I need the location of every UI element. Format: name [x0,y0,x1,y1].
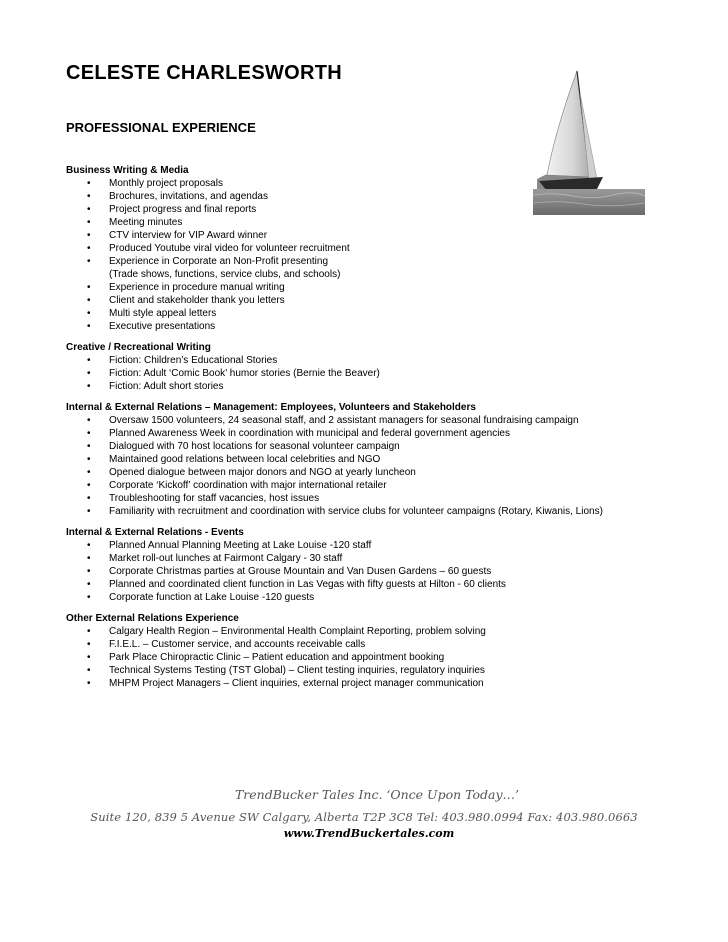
bullet-icon: • [87,454,91,465]
list-item: • Planned Annual Planning Meeting at Lake Louise -120 staff [87,540,372,551]
bullet-icon: • [87,355,91,366]
company-website-link[interactable]: www.TrendBuckertales.com [283,827,455,840]
list-item: • Meeting minutes [87,217,183,228]
bullet-icon: • [87,506,91,517]
bullet-icon: • [87,230,91,241]
list-item: • Dialogued with 70 host locations for seasonal volunteer campaign [87,441,400,452]
list-item: • Experience in Corporate an Non-Profit presenting (Trade shows, functions, service clubs, and schools) [66,255,666,281]
list-item: • Project progress and final reports [87,204,257,215]
bullet-icon: • [87,579,91,590]
section-creative-writing [66,341,666,393]
list-item: • Fiction: Adult ‘Comic Book’ humor stories (Bernie the Beaver) [87,368,380,379]
list-item: • Opened dialogue between major donors and NGO at yearly luncheon [87,467,416,478]
bullet-icon: • [87,243,91,254]
bullet-icon: • [87,678,91,689]
list-item: • Brochures, invitations, and agendas [87,191,268,202]
list-item: • Maintained good relations between local celebrities and NGO [87,454,381,465]
bullet-icon: • [87,428,91,439]
bullet-icon: • [87,295,91,306]
list-item: • Park Place Chiropractic Clinic – Patient education and appointment booking [87,652,445,663]
bullet-icon: • [87,493,91,504]
list-item: • Market roll-out lunches at Fairmont Calgary - 30 staff [87,553,343,564]
bullet-icon: • [87,639,91,650]
bullet-icon: • [87,381,91,392]
bullet-icon: • [87,321,91,332]
company-tagline: TrendBucker Tales Inc. ‘Once Upon Today…’ [234,787,520,802]
list-item: • Executive presentations [87,321,216,332]
bullet-icon: • [87,256,91,267]
list-item: • F.I.E.L. – Customer service, and accounts receivable calls [87,639,366,650]
section-heading: PROFESSIONAL EXPERIENCE [66,120,256,135]
list-item: • Planned Awareness Week in coordination with municipal and federal government agencies [87,428,510,439]
list-item: • Calgary Health Region – Environmental Health Complaint Reporting, problem solving [87,626,486,637]
list-item: • Oversaw 1500 volunteers, 24 seasonal staff, and 2 assistant managers for seasonal fundraising campaign [87,415,579,426]
list-item: • Fiction: Children’s Educational Stories [87,355,278,366]
list-item: • Fiction: Adult short stories [87,381,224,392]
section-title: Internal & External Relations – Management: Employees, Volunteers and Stakeholders [66,402,476,413]
list-item: • Planned and coordinated client function in Las Vegas with fifty guests at Hilton - 60 clients [87,579,506,590]
section-business-writing [66,164,666,333]
section-title: Internal & External Relations - Events [66,527,244,538]
bullet-icon: • [87,415,91,426]
candidate-name: CELESTE CHARLESWORTH [66,62,342,84]
bullet-icon: • [87,467,91,478]
list-item: • CTV interview for VIP Award winner [87,230,268,241]
bullet-icon: • [87,480,91,491]
list-item: • Multi style appeal letters [87,308,217,319]
bullet-icon: • [87,553,91,564]
list-item: • Monthly project proposals [87,178,223,189]
list-item: • Familiarity with recruitment and coordination with service clubs for volunteer campaigns (Rotary, Kiwanis, Lions) [87,506,603,517]
list-item: • Corporate ‘Kickoff’ coordination with major international retailer [87,480,387,491]
letterhead-footer [0,786,728,842]
bullet-icon: • [87,441,91,452]
bullet-icon: • [87,592,91,603]
list-item: • Corporate function at Lake Louise -120 guests [87,592,315,603]
section-title: Other External Relations Experience [66,613,239,624]
bullet-icon: • [87,566,91,577]
list-item: • Experience in procedure manual writing [87,282,285,293]
bullet-icon: • [87,178,91,189]
company-address: Suite 120, 839 5 Avenue SW Calgary, Alberta T2P 3C8 Tel: 403.980.0994 Fax: 403.980.0663 [90,810,638,824]
list-item-continuation: (Trade shows, functions, service clubs, and schools) [109,269,341,280]
bullet-icon: • [87,540,91,551]
bullet-icon: • [87,282,91,293]
list-item: • Troubleshooting for staff vacancies, host issues [87,493,320,504]
bullet-icon: • [87,665,91,676]
list-item: • Client and stakeholder thank you letters [87,295,285,306]
bullet-icon: • [87,204,91,215]
section-title: Business Writing & Media [66,165,189,176]
section-title: Creative / Recreational Writing [66,342,211,353]
section-relations-management [66,401,666,518]
bullet-icon: • [87,368,91,379]
bullet-icon: • [87,191,91,202]
section-other-relations [66,612,666,690]
list-item: • Corporate Christmas parties at Grouse Mountain and Van Dusen Gardens – 60 guests [87,566,492,577]
experience-content [66,164,666,698]
list-item: • MHPM Project Managers – Client inquiries, external project manager communication [87,678,484,689]
bullet-icon: • [87,308,91,319]
bullet-icon: • [87,626,91,637]
bullet-icon: • [87,652,91,663]
bullet-icon: • [87,217,91,228]
list-item: • Produced Youtube viral video for volunteer recruitment [87,243,350,254]
list-item: • Technical Systems Testing (TST Global) – Client testing inquiries, regulatory inquiries [87,665,485,676]
section-relations-events [66,526,666,604]
